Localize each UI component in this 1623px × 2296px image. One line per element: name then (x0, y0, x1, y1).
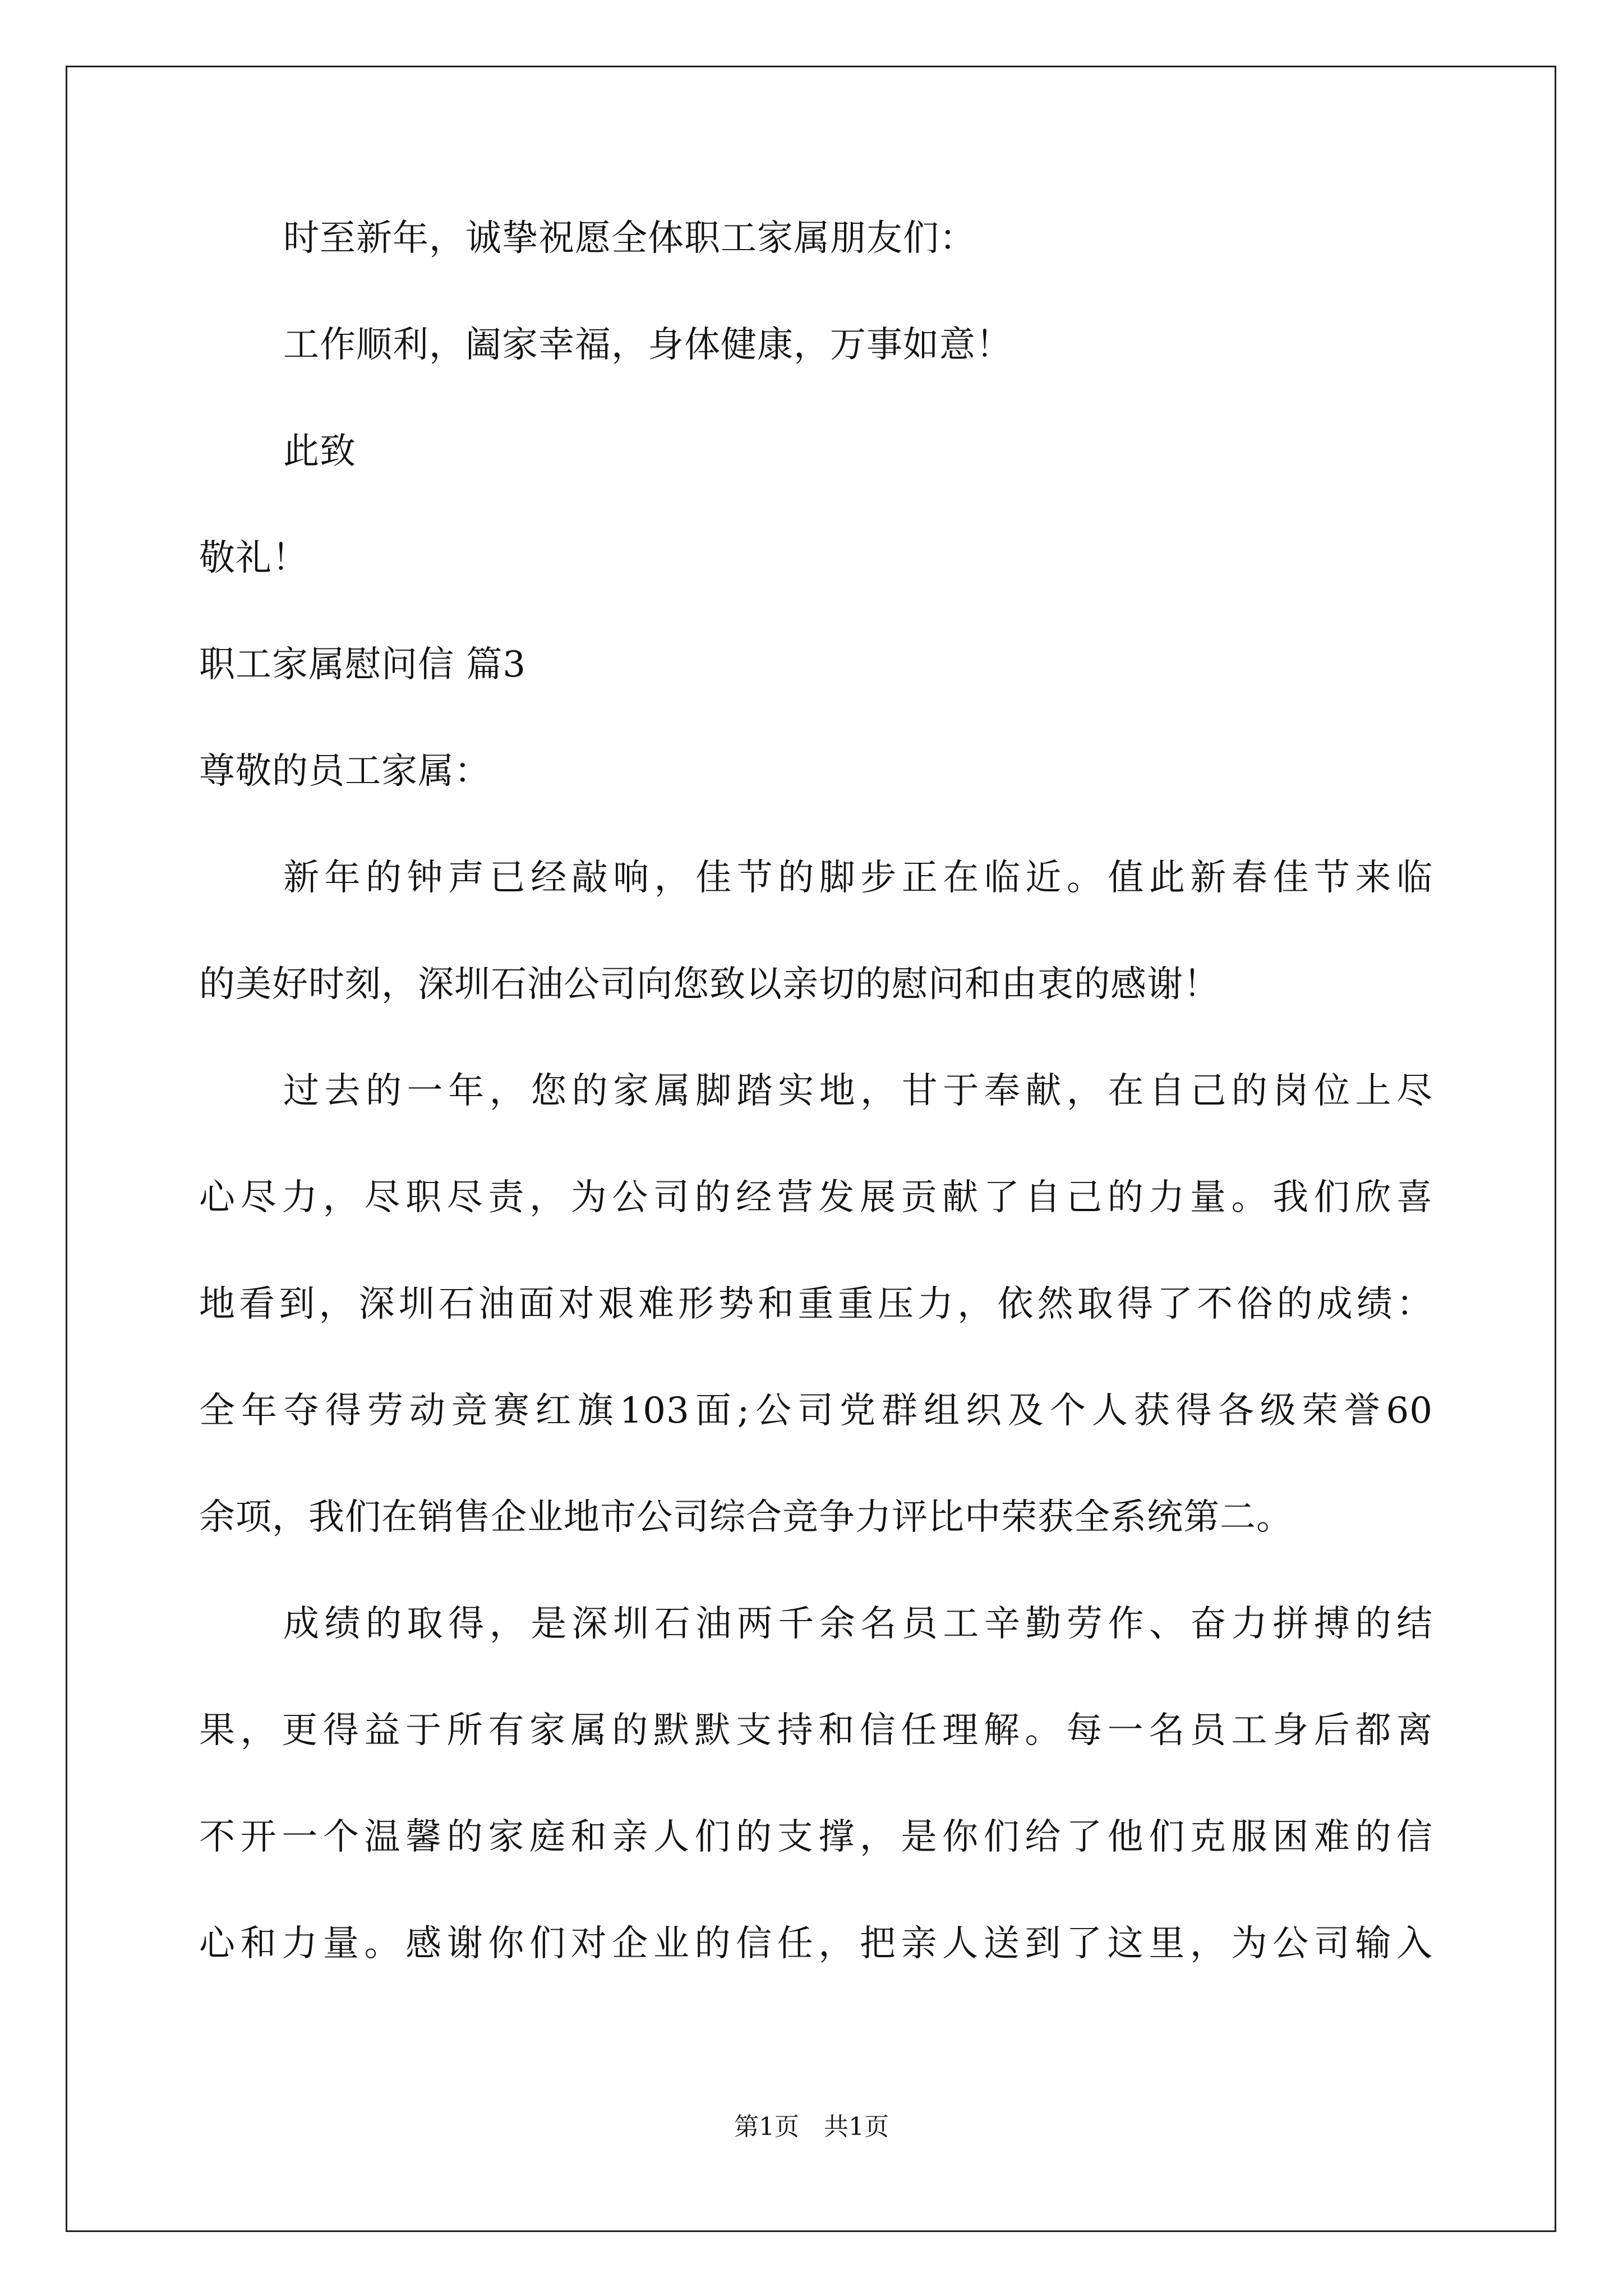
page-border (66, 66, 1556, 2232)
page-footer: 第1页 共1页 (734, 2113, 889, 2141)
paragraph-line: 心和力量。感谢你们对企业的信任，把亲人送到了这里，为公司输入 (199, 1923, 1433, 1964)
paragraph-line: 的美好时刻，深圳石油公司向您致以亲切的慰问和由衷的感谢！ (199, 964, 1220, 1005)
wishes-line: 工作顺利，阖家幸福，身体健康，万事如意！ (283, 324, 1012, 366)
paragraph-line: 余项，我们在销售企业地市公司综合竞争力评比中荣获全系统第二。 (199, 1497, 1293, 1538)
greeting-line: 时至新年，诚挚祝愿全体职工家属朋友们： (283, 218, 976, 259)
paragraph-line: 不开一个温馨的家庭和亲人们的支撑，是你们给了他们克服困难的信 (199, 1816, 1433, 1858)
closing-line: 此致 (283, 431, 356, 472)
paragraph-line: 心尽力，尽职尽责，为公司的经营发展贡献了自己的力量。我们欣喜 (199, 1177, 1433, 1218)
section-heading: 职工家属慰问信 篇3 (199, 644, 527, 685)
paragraph-line: 果，更得益于所有家属的默默支持和信任理解。每一名员工身后都离 (199, 1710, 1433, 1751)
addressee-line: 尊敬的员工家属： (199, 751, 491, 792)
paragraph-line: 全年夺得劳动竞赛红旗103面;公司党群组织及个人获得各级荣誉60 (199, 1390, 1433, 1432)
salutation-line: 敬礼！ (199, 537, 308, 579)
paragraph-line: 成绩的取得，是深圳石油两千余名员工辛勤劳作、奋力拼搏的结 (283, 1603, 1433, 1645)
paragraph-line: 新年的钟声已经敲响，佳节的脚步正在临近。值此新春佳节来临 (283, 857, 1433, 899)
paragraph-line: 过去的一年，您的家属脚踏实地，甘于奉献，在自己的岗位上尽 (283, 1070, 1433, 1112)
paragraph-line: 地看到，深圳石油面对艰难形势和重重压力，依然取得了不俗的成绩： (199, 1283, 1433, 1325)
